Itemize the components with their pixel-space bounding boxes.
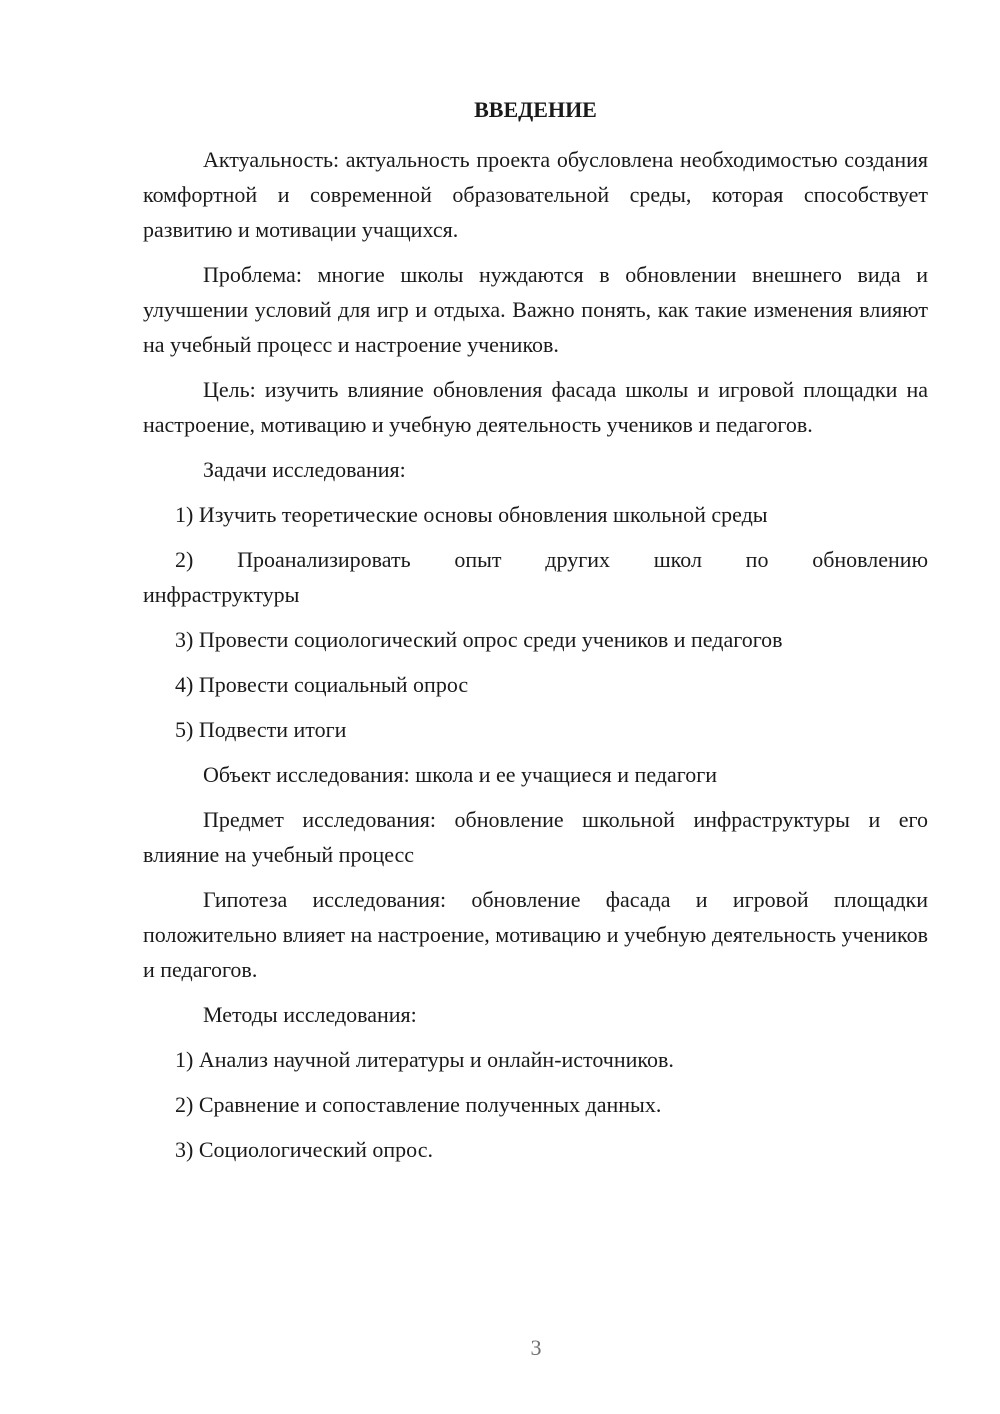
task-item-2 xyxy=(143,542,928,612)
task-item-4: 4) Провести социальный опрос xyxy=(175,672,469,697)
task-item-2-line: 2) Проанализировать опыт других школ по обновлению xyxy=(175,547,928,572)
goal-paragraph: Цель: изучить влияние обновления фасада школы и игровой площадки на настроение, мотивацию и учебную деятельность учеников и педагогов. xyxy=(143,377,928,437)
task-item-5: 5) Подвести итоги xyxy=(175,717,347,742)
method-item-1: 1) Анализ научной литературы и онлайн-источников. xyxy=(175,1047,674,1072)
task-item-3: 3) Провести социологический опрос среди учеников и педагогов xyxy=(175,627,783,652)
relevance-paragraph: Актуальность: актуальность проекта обусловлена необходимостью создания комфортной и современной образовательной среды, которая способствует развитию и мотивации учащихся. xyxy=(143,147,928,242)
page-title: ВВЕДЕНИЕ xyxy=(474,97,597,122)
problem-paragraph: Проблема: многие школы нуждаются в обновлении внешнего вида и улучшении условий для игр и отдыха. Важно понять, как такие изменения влияют на учебный процесс и настроение учеников. xyxy=(143,262,928,357)
methods-heading: Методы исследования: xyxy=(203,1002,417,1027)
object-paragraph: Объект исследования: школа и ее учащиеся и педагоги xyxy=(203,762,718,787)
hypothesis-paragraph: Гипотеза исследования: обновление фасада и игровой площадки положительно влияет на настроение, мотивацию и учебную деятельность учеников и педагогов. xyxy=(143,887,928,982)
task-item-1: 1) Изучить теоретические основы обновления школьной среды xyxy=(175,502,768,527)
tasks-heading: Задачи исследования: xyxy=(203,457,406,482)
method-item-3: 3) Социологический опрос. xyxy=(175,1137,433,1162)
method-item-2: 2) Сравнение и сопоставление полученных данных. xyxy=(175,1092,662,1117)
subject-paragraph: Предмет исследования: обновление школьной инфраструктуры и его влияние на учебный процесс xyxy=(143,807,928,867)
task-item-2-continuation: инфраструктуры xyxy=(143,582,300,607)
document-body xyxy=(143,142,928,1177)
page-number: 3 xyxy=(530,1335,542,1360)
